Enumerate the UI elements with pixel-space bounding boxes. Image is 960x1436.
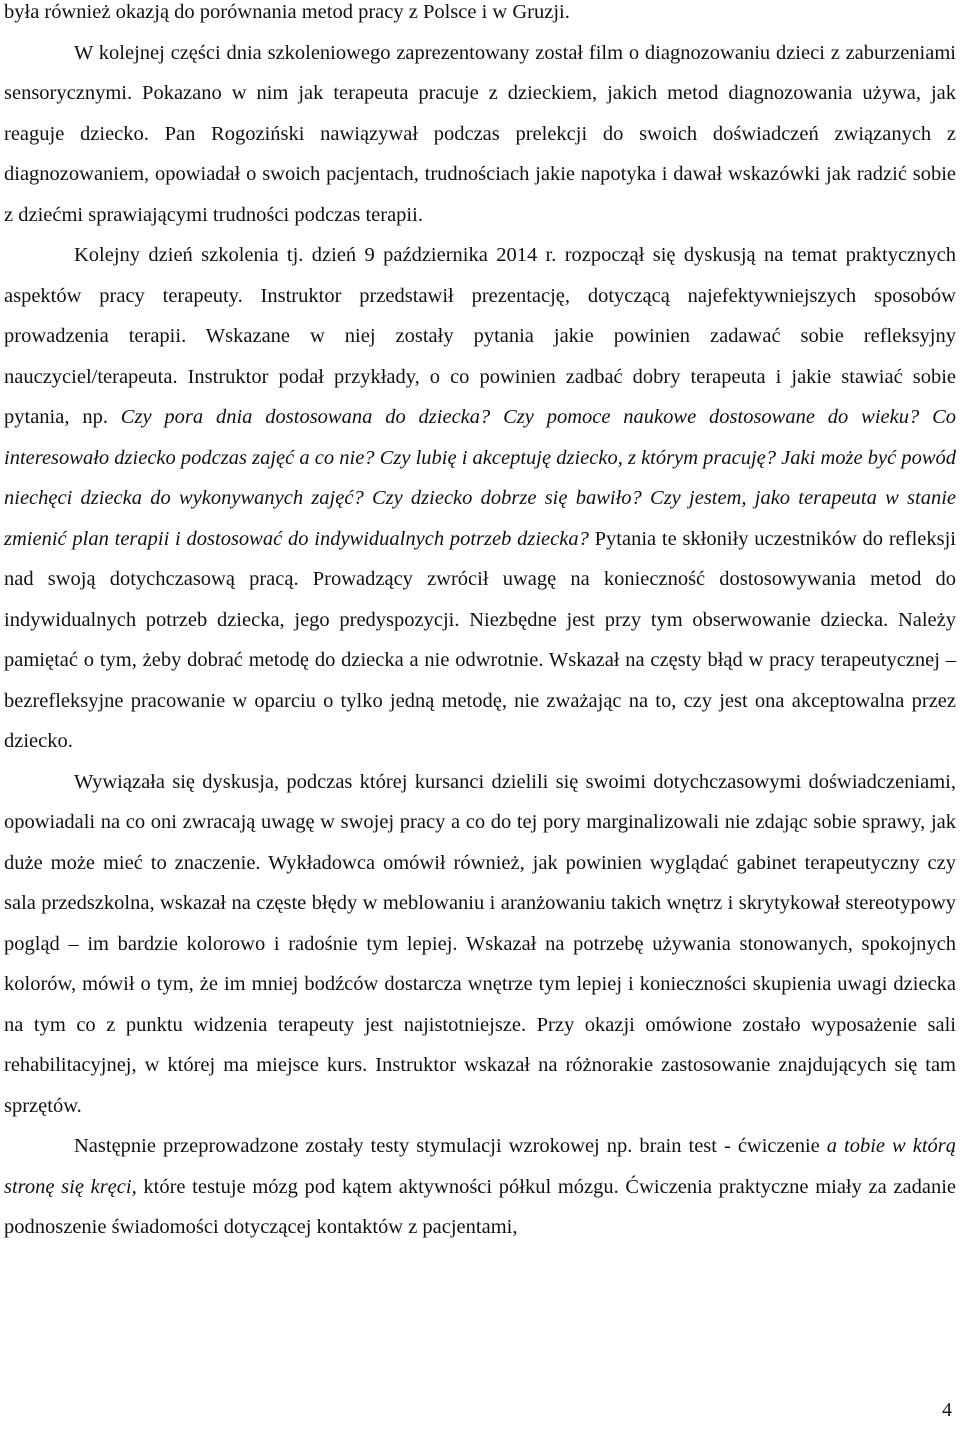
paragraph-2: W kolejnej części dnia szkoleniowego zaprezentowany został film o diagnozowaniu dzieci z zaburzeniami sensorycznymi. Pokazano w nim jak terapeuta pracuje z dzieckiem, jakich metod diagnozowania używa, jak reaguje dziecko. Pan Rogoziński nawiązywał podczas prelekcji do swoich doświadczeń związanych z diagnozowaniem, opowiadał o swoich pacjentach, trudnościach jakie napotyka i dawał wskazówki jak radzić sobie z dziećmi sprawiającymi trudności podczas terapii. xyxy=(4,41,956,226)
paragraph-3 xyxy=(4,235,956,762)
paragraph-3-text-2: Pytania te skłoniły uczestników do refleksji nad swoją dotychczasową pracą. Prowadzący zwrócił uwagę na konieczność dostosowywania metod do indywidualnych potrzeb dziecka, jego predyspozycji. Niezbędne jest przy tym obserwowanie dziecka. Należy pamiętać o tym, żeby dobrać metodę do dziecka a nie odwrotnie. Wskazał na częsty błąd w pracy terapeutycznej – bezrefleksyjne pracowanie w oparciu o tylko jedną metodę, nie zważając na to, czy jest ona akceptowalna przez dziecko. xyxy=(4,527,956,752)
page-number: 4 xyxy=(942,1399,952,1421)
paragraph-5-text-2: które testuje mózg pod kątem aktywności półkul mózgu. Ćwiczenia praktyczne miały za zadanie podnoszenie świadomości dotyczącej kontaktów z pacjentami, xyxy=(4,1175,957,1238)
paragraph-3-text-1: Kolejny dzień szkolenia tj. dzień 9 października 2014 r. rozpoczął się dyskusją na temat praktycznych aspektów pracy terapeuty. Instruktor przedstawił prezentację, dotyczącą najefektywniejszych sposobów prowadzenia terapii. Wskazane w niej zostały pytania jakie powinien zadawać sobie refleksyjny nauczyciel/terapeuta. Instruktor podał przykłady, o co powinien zadbać dobry terapeuta i jakie stawiać sobie pytania, np. xyxy=(4,244,956,428)
paragraph-5-exercise-name: a tobie w którą stronę się kręci, xyxy=(4,1135,956,1198)
paragraph-4: Wywiązała się dyskusja, podczas której kursanci dzielili się swoimi dotychczasowymi doświadczeniami, opowiadali na co oni zwracają uwagę w swojej pracy a co do tej pory marginalizowali nie zdając sobie sprawy, jak duże może mieć to znaczenie. Wykładowca omówił również, jak powinien wyglądać gabinet terapeutyczny czy sala przedszkolna, wskazał na częste błędy w meblowaniu i aranżowaniu takich wnętrz i skrytykował stereotypowy pogląd – im bardzie kolorowo i radośnie tym lepiej. Wskazał na potrzebę używania stonowanych, spokojnych kolorów, mówił o tym, że im mniej bodźców dostarcza wnętrze tym lepiej i konieczności skupienia uwagi dziecka na tym co z punktu widzenia terapeuty jest najistotniejsze. Przy okazji omówione zostało wyposażenie sali rehabilitacyjnej, w której ma miejsce kurs. Instruktor wskazał na różnorakie zastosowanie znajdujących się tam sprzętów. xyxy=(4,770,956,1117)
paragraph-3-questions: Czy pora dnia dostosowana do dziecka? Czy pomoce naukowe dostosowane do wieku? Co interesowało dziecko podczas zajęć a co nie? Czy lubię i akceptuję dziecko, z którym pracuję? Jaki może być powód niechęci dziecka do wykonywanych zajęć? Czy dziecko dobrze się bawiło? Czy jestem, jako terapeuta w stanie zmienić plan terapii i dostosować do indywidualnych potrzeb dziecka? xyxy=(4,406,956,550)
paragraph-5 xyxy=(4,1126,956,1248)
paragraph-5-text-1: Następnie przeprowadzone zostały testy stymulacji wzrokowej np. brain test - ćwiczenie xyxy=(74,1135,827,1157)
paragraph-1: była również okazją do porównania metod pracy z Polsce i w Gruzji. xyxy=(4,1,570,23)
